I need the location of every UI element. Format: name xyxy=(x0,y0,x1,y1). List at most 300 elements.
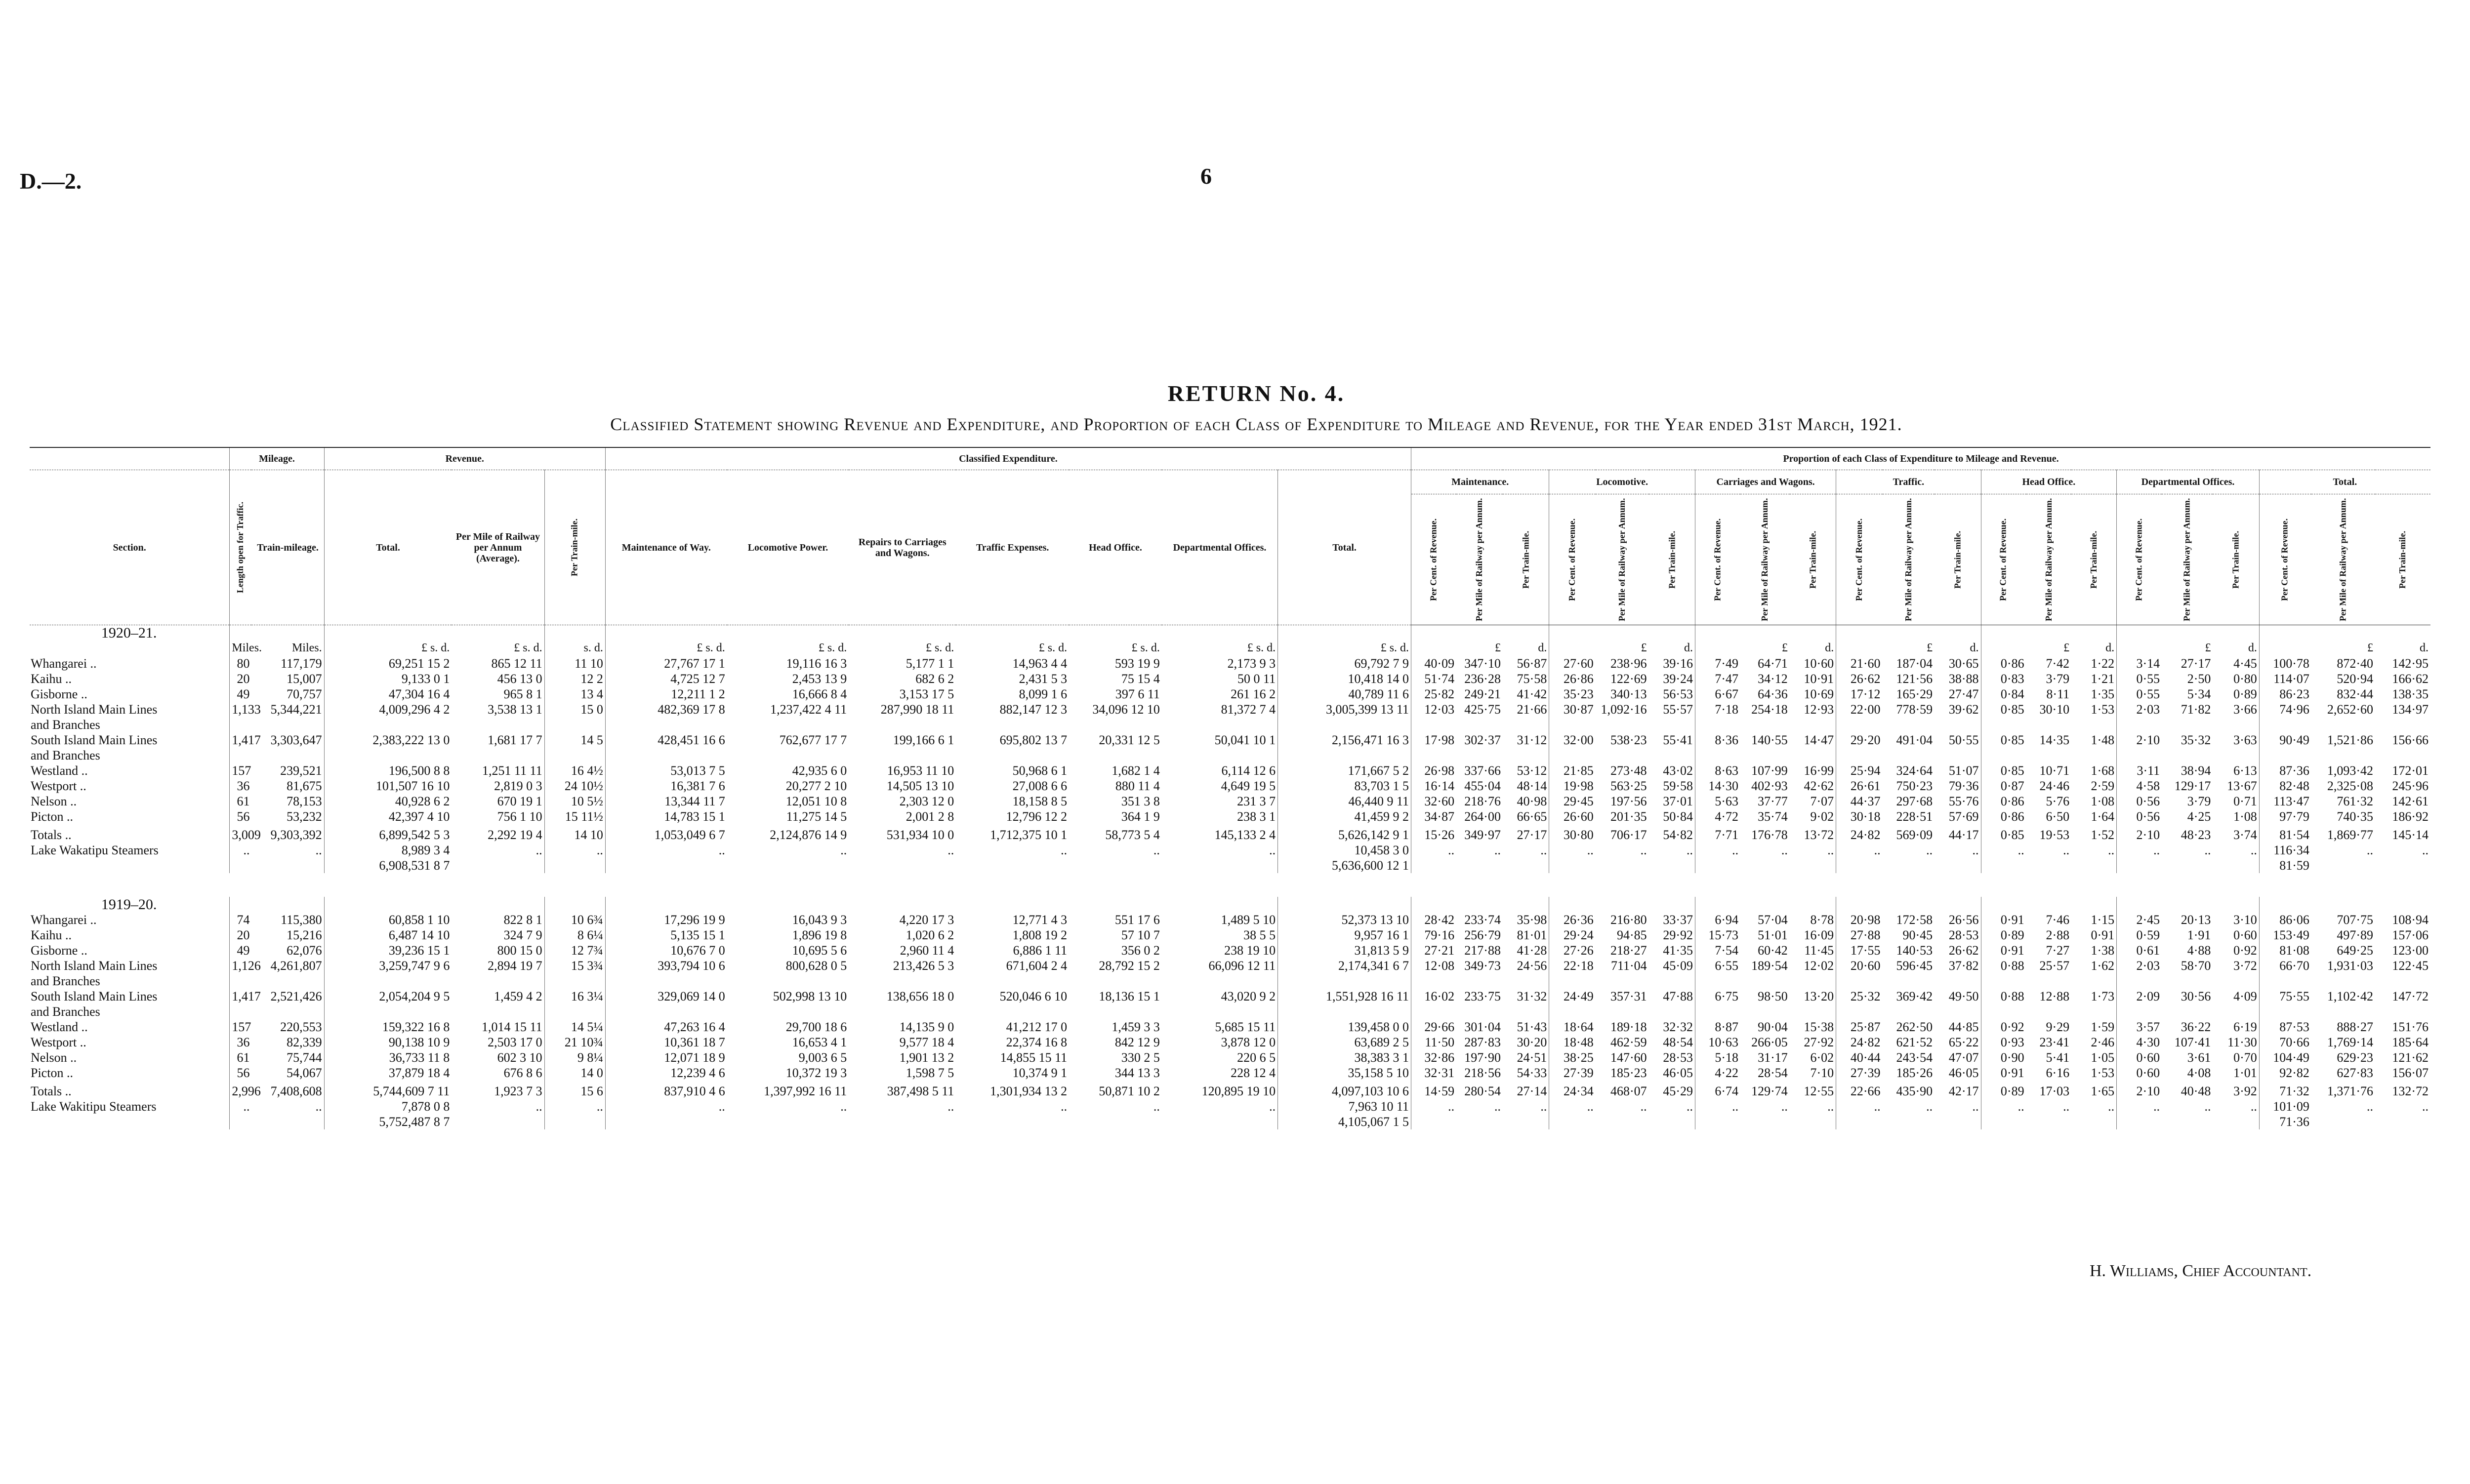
value-cell: 159,322 16 8 xyxy=(324,1019,452,1035)
value-cell: 28·53 xyxy=(1948,928,1979,942)
value-cell: .. xyxy=(1640,1099,1647,1114)
table-row xyxy=(30,927,2430,943)
value-cell: 9·02 xyxy=(1810,809,1834,824)
value-cell: 8·11 xyxy=(2046,687,2070,701)
value-cell: .. xyxy=(1972,1099,1979,1114)
value-cell: 40,789 11 6 xyxy=(1278,686,1411,702)
value-cell: 35,158 5 10 xyxy=(1278,1065,1411,1081)
value-cell: 1,459 4 2 xyxy=(494,989,542,1003)
value-cell: 51·74 xyxy=(1411,671,1457,686)
value-cell: .. xyxy=(1836,1099,1883,1114)
value-cell: 108·94 xyxy=(2392,913,2429,927)
value-cell: 13·20 xyxy=(1804,989,1834,1003)
value-cell: 264·00 xyxy=(1464,809,1501,824)
value-cell: 4·58 xyxy=(2117,778,2162,794)
value-cell xyxy=(1981,748,2026,763)
value-cell: .. xyxy=(2063,1099,2070,1114)
value-cell: .. xyxy=(1494,1099,1501,1114)
value-cell: .. xyxy=(230,1099,252,1114)
value-cell: 10,695 5 6 xyxy=(792,943,847,958)
col-departmental: Departmental Offices. xyxy=(1162,470,1278,625)
value-cell xyxy=(544,625,605,641)
value-cell xyxy=(1649,897,1695,912)
value-cell: 1,371·76 xyxy=(2327,1084,2373,1098)
value-cell: 52,373 13 10 xyxy=(1278,912,1411,927)
value-cell: .. xyxy=(1549,842,1596,858)
value-cell xyxy=(1883,625,1935,641)
value-cell: 7·71 xyxy=(1695,824,1741,842)
value-cell xyxy=(605,973,727,989)
value-cell xyxy=(1836,625,1883,641)
value-cell: 218·76 xyxy=(1464,794,1501,808)
value-cell: 16,381 7 6 xyxy=(605,778,727,794)
value-cell xyxy=(1649,625,1695,641)
unit-cell: £ xyxy=(2367,642,2373,654)
value-cell xyxy=(1162,625,1278,641)
value-cell: 15·26 xyxy=(1411,824,1457,842)
value-cell xyxy=(727,973,849,989)
table-row xyxy=(30,702,2430,717)
value-cell: 37·01 xyxy=(1663,794,1693,808)
value-cell: 12,051 10 8 xyxy=(785,794,847,808)
section-cell: Whangarei .. xyxy=(31,913,97,927)
spacer-row xyxy=(30,873,2430,897)
value-cell xyxy=(1649,858,1695,873)
value-cell: 837,910 4 6 xyxy=(605,1081,727,1099)
value-cell: 8,099 1 6 xyxy=(1019,687,1068,701)
value-cell: 872·40 xyxy=(2337,656,2373,671)
value-cell: 82,339 xyxy=(287,1035,322,1049)
value-cell: 6,487 14 10 xyxy=(324,927,452,943)
value-cell xyxy=(2071,897,2117,912)
value-cell: 1,102·42 xyxy=(2327,989,2373,1003)
value-cell: 0·61 xyxy=(2117,943,2162,958)
value-cell: 48·54 xyxy=(1663,1035,1693,1049)
value-cell: 324 7 9 xyxy=(503,928,542,942)
value-cell xyxy=(1883,748,1935,763)
value-cell xyxy=(727,897,849,912)
value-cell xyxy=(230,717,252,732)
value-cell: 1,598 7 5 xyxy=(906,1066,954,1080)
value-cell: .. xyxy=(1926,843,1933,857)
value-cell xyxy=(1740,1114,1790,1129)
value-cell xyxy=(849,717,956,732)
value-cell: 238 3 1 xyxy=(1237,809,1276,824)
value-cell: 55·41 xyxy=(1663,733,1693,747)
value-cell xyxy=(605,1004,727,1019)
value-cell: 70,757 xyxy=(287,687,322,701)
prop-group-total: Total. xyxy=(2259,470,2430,494)
value-cell: 0·91 xyxy=(1981,943,2026,958)
value-cell: 349·73 xyxy=(1464,959,1501,973)
value-cell: 97·79 xyxy=(2259,809,2311,824)
value-cell: 57 10 7 xyxy=(1121,928,1160,942)
value-cell: 8·78 xyxy=(1810,913,1834,927)
value-cell: 37·82 xyxy=(1948,959,1979,973)
value-cell: 1·52 xyxy=(2091,828,2115,842)
value-cell: 15 6 xyxy=(544,1081,605,1099)
value-cell: 393,794 10 6 xyxy=(605,958,727,973)
value-cell: 6,908,531 8 7 xyxy=(324,858,452,873)
value-cell: 58,773 5 4 xyxy=(1105,828,1160,842)
value-cell xyxy=(1596,858,1649,873)
value-cell: .. xyxy=(1540,1099,1547,1114)
table-row xyxy=(30,778,2430,794)
value-cell: 134·97 xyxy=(2392,702,2429,717)
value-cell: 132·72 xyxy=(2392,1084,2429,1098)
value-cell: 337·66 xyxy=(1464,763,1501,778)
value-cell: 17·03 xyxy=(2039,1084,2070,1098)
value-cell: 1,014 15 11 xyxy=(482,1020,542,1034)
unit-cell: d. xyxy=(1684,642,1693,654)
value-cell xyxy=(230,1114,252,1129)
value-cell: 23·41 xyxy=(2039,1035,2070,1049)
value-cell: 4·08 xyxy=(2187,1066,2211,1080)
value-cell xyxy=(2026,1004,2072,1019)
value-cell xyxy=(1278,625,1411,641)
value-cell: 176·78 xyxy=(1751,828,1788,842)
value-cell: 563·25 xyxy=(1610,779,1647,793)
value-cell: 1·53 xyxy=(2091,702,2115,717)
section-cell: Lake Wakitipu Steamers xyxy=(31,1099,157,1114)
value-cell: .. xyxy=(315,843,322,857)
group-blank xyxy=(30,447,230,470)
value-cell xyxy=(2375,858,2430,873)
value-cell: 55·76 xyxy=(1948,794,1979,808)
value-cell xyxy=(2071,717,2117,732)
value-cell: 101,507 16 10 xyxy=(324,778,452,794)
value-cell: .. xyxy=(230,842,252,858)
value-cell: 1,931·03 xyxy=(2327,959,2373,973)
value-cell: 47·88 xyxy=(1663,989,1693,1003)
value-cell xyxy=(956,858,1069,873)
value-cell: 40·44 xyxy=(1836,1050,1883,1065)
value-cell xyxy=(544,973,605,989)
value-cell: 629·23 xyxy=(2337,1050,2373,1065)
value-cell: 27,008 6 6 xyxy=(1012,779,1068,793)
value-cell xyxy=(2311,973,2375,989)
value-cell: 30·65 xyxy=(1948,656,1979,671)
value-cell: 2,996 xyxy=(230,1081,252,1099)
value-cell xyxy=(1278,897,1411,912)
prop-col-carriages-per-cent-revenue: Per Cent. of Revenue. xyxy=(1695,494,1741,625)
value-cell: 0·88 xyxy=(1981,989,2026,1004)
value-cell xyxy=(1935,625,1981,641)
group-classified-expenditure: Classified Expenditure. xyxy=(605,447,1411,470)
value-cell: 35·98 xyxy=(1517,913,1547,927)
unit-cell: d. xyxy=(2248,642,2257,654)
unit-cell: £ xyxy=(2063,642,2070,654)
value-cell xyxy=(2213,973,2259,989)
prop-col-maintenance-per-mile-railway: Per Mile of Railway per Annum. xyxy=(1456,494,1503,625)
value-cell: 82·48 xyxy=(2259,778,2311,794)
value-cell: 11 10 xyxy=(544,656,605,671)
value-cell: 5,626,142 9 1 xyxy=(1278,824,1411,842)
value-cell: 287,990 18 11 xyxy=(880,702,954,717)
year-row-1920 xyxy=(30,897,2430,912)
table-row xyxy=(30,1050,2430,1065)
value-cell xyxy=(1836,897,1883,912)
value-cell: .. xyxy=(1827,843,1834,857)
value-cell: 239,521 xyxy=(280,763,322,778)
value-cell: 147·60 xyxy=(1610,1050,1647,1065)
value-cell xyxy=(605,897,727,912)
value-cell: 0·89 xyxy=(2233,687,2257,701)
value-cell: 50 0 11 xyxy=(1237,672,1276,686)
section-cell: Kaihu .. xyxy=(31,672,72,686)
value-cell: 16,653 4 1 xyxy=(792,1035,847,1049)
value-cell: 51·01 xyxy=(1758,928,1788,942)
value-cell: 0·85 xyxy=(1981,732,2026,748)
value-cell xyxy=(1503,717,1549,732)
value-cell: 0·93 xyxy=(1981,1035,2026,1050)
value-cell: 1·53 xyxy=(2091,1066,2115,1080)
value-cell xyxy=(956,897,1069,912)
unit-cell: Miles. xyxy=(230,641,252,656)
col-repairs: Repairs to Carriages and Wagons. xyxy=(849,470,956,625)
value-cell: 4·72 xyxy=(1695,809,1741,824)
value-cell: 262·50 xyxy=(1896,1020,1933,1034)
prop-col-carriages-per-mile-railway: Per Mile of Railway per Annum. xyxy=(1740,494,1790,625)
value-cell xyxy=(251,1004,324,1019)
steamers-row-1921 xyxy=(30,842,2430,858)
value-cell: 228 12 4 xyxy=(1231,1066,1276,1080)
value-cell: 32·00 xyxy=(1549,732,1596,748)
value-cell xyxy=(1695,897,1741,912)
value-cell: 71·82 xyxy=(2181,702,2211,717)
value-cell: 6·75 xyxy=(1695,989,1741,1004)
value-cell: 64·71 xyxy=(1758,656,1788,671)
value-cell: 832·44 xyxy=(2337,687,2373,701)
value-cell: 428,451 16 6 xyxy=(605,732,727,748)
value-cell: 22·18 xyxy=(1549,958,1596,973)
value-cell: 2,054,204 9 5 xyxy=(324,989,452,1004)
unit-cell xyxy=(1981,641,2026,656)
value-cell xyxy=(1456,1004,1503,1019)
value-cell: .. xyxy=(1695,842,1741,858)
value-cell xyxy=(1836,717,1883,732)
value-cell: 357·31 xyxy=(1610,989,1647,1003)
prop-col-head-office-per-mile-railway: Per Mile of Railway per Annum. xyxy=(2026,494,2072,625)
value-cell: 22·00 xyxy=(1836,702,1883,717)
value-cell: 42,935 6 0 xyxy=(792,763,847,778)
value-cell: 39·16 xyxy=(1663,656,1693,671)
value-cell: 11·30 xyxy=(2227,1035,2257,1049)
value-cell xyxy=(1278,717,1411,732)
value-cell: 43·02 xyxy=(1663,763,1693,778)
value-cell: 24·46 xyxy=(2039,779,2070,793)
value-cell: 5,344,221 xyxy=(270,702,322,717)
col-maintenance: Maintenance of Way. xyxy=(605,470,727,625)
value-cell: 2,453 13 9 xyxy=(792,672,847,686)
value-cell xyxy=(1695,1114,1741,1129)
value-cell: 27·26 xyxy=(1549,943,1596,958)
section-cell: Picton .. xyxy=(31,1066,73,1080)
value-cell xyxy=(1549,1114,1596,1129)
value-cell: 14,505 13 10 xyxy=(886,779,954,793)
prop-col-locomotive-per-cent-revenue: Per Cent. of Revenue. xyxy=(1549,494,1596,625)
table-row xyxy=(30,748,2430,763)
value-cell xyxy=(251,973,324,989)
value-cell: 3,878 12 0 xyxy=(1221,1035,1276,1049)
value-cell: 2,156,471 16 3 xyxy=(1278,732,1411,748)
value-cell: 551 17 6 xyxy=(1114,913,1160,927)
value-cell: 2·03 xyxy=(2117,702,2162,717)
value-cell: 28·53 xyxy=(1663,1050,1693,1065)
value-cell xyxy=(1069,897,1162,912)
value-cell xyxy=(2117,1114,2162,1129)
value-cell: 15,007 xyxy=(287,672,322,686)
value-cell xyxy=(2026,897,2072,912)
value-cell xyxy=(605,748,727,763)
value-cell: 81,372 7 4 xyxy=(1221,702,1276,717)
value-cell: 69,792 7 9 xyxy=(1278,656,1411,671)
value-cell: 138,656 18 0 xyxy=(886,989,954,1003)
value-cell: 0·83 xyxy=(1981,671,2026,686)
value-cell: 79·36 xyxy=(1948,779,1979,793)
value-cell xyxy=(1935,897,1981,912)
value-cell: 90·45 xyxy=(1902,928,1933,942)
value-cell: 138·35 xyxy=(2392,687,2429,701)
value-cell xyxy=(230,625,252,641)
unit-cell: £ s. d. xyxy=(605,641,727,656)
value-cell: 4·30 xyxy=(2117,1035,2162,1050)
value-cell: 14,963 4 4 xyxy=(1012,656,1068,671)
value-cell: 0·56 xyxy=(2117,809,2162,824)
prop-group-carriages: Carriages and Wagons. xyxy=(1695,470,1836,494)
value-cell: 53,232 xyxy=(287,809,322,824)
value-cell: 107·41 xyxy=(2174,1035,2211,1049)
value-cell: 86·06 xyxy=(2259,912,2311,927)
value-cell: 213,426 5 3 xyxy=(893,959,954,973)
value-cell xyxy=(251,748,324,763)
value-cell xyxy=(605,858,727,873)
value-cell: 14 5 xyxy=(544,732,605,748)
value-cell: 1,923 7 3 xyxy=(494,1084,542,1098)
value-cell xyxy=(1069,973,1162,989)
value-cell: 26·98 xyxy=(1411,763,1457,778)
table-row xyxy=(30,717,2430,732)
value-cell xyxy=(605,717,727,732)
value-cell xyxy=(1695,858,1741,873)
value-cell: 42·17 xyxy=(1948,1084,1979,1098)
value-cell: 75·58 xyxy=(1517,672,1547,686)
value-cell: 189·54 xyxy=(1751,959,1788,973)
value-cell: 218·27 xyxy=(1610,943,1647,958)
value-cell: 351 3 8 xyxy=(1121,794,1160,808)
value-cell: 4·22 xyxy=(1695,1065,1741,1081)
value-cell xyxy=(2026,973,2072,989)
value-cell xyxy=(1411,717,1457,732)
value-cell: 14,783 15 1 xyxy=(605,809,727,824)
value-cell xyxy=(1740,1004,1790,1019)
value-cell xyxy=(1596,748,1649,763)
value-cell: 502,998 13 10 xyxy=(773,989,847,1003)
value-cell: 165·29 xyxy=(1896,687,1933,701)
value-cell: 41·42 xyxy=(1517,687,1547,701)
value-cell: 38·94 xyxy=(2181,763,2211,778)
value-cell: 1,397,992 16 11 xyxy=(764,1084,847,1098)
value-cell: 185·23 xyxy=(1610,1066,1647,1080)
value-cell: 9,303,392 xyxy=(270,828,322,842)
value-cell xyxy=(1162,1004,1278,1019)
value-cell xyxy=(230,1004,252,1019)
value-cell: 297·68 xyxy=(1896,794,1933,808)
value-cell xyxy=(1836,748,1883,763)
value-cell: 9·29 xyxy=(2046,1020,2070,1034)
value-cell: 1,251 11 11 xyxy=(482,763,542,778)
value-cell: 8·87 xyxy=(1695,1019,1741,1035)
value-cell: 166·62 xyxy=(2392,672,2429,686)
value-cell: 56·87 xyxy=(1517,656,1547,671)
value-cell: 4,261,807 xyxy=(270,959,322,973)
value-cell xyxy=(2311,717,2375,732)
value-cell: 2,303 12 0 xyxy=(899,794,954,808)
value-cell: 36·22 xyxy=(2181,1020,2211,1034)
value-cell: 2·10 xyxy=(2117,732,2162,748)
value-cell: 92·82 xyxy=(2259,1065,2311,1081)
value-cell: .. xyxy=(2063,843,2070,857)
unit-cell: £ s. d. xyxy=(514,642,542,654)
value-cell: 1·65 xyxy=(2091,1084,2115,1098)
value-cell: 1·68 xyxy=(2091,763,2115,778)
value-cell: 6·13 xyxy=(2233,763,2257,778)
grand-total-row-1921 xyxy=(30,858,2430,873)
unit-cell: £ xyxy=(2205,642,2211,654)
value-cell: 1,053,049 6 7 xyxy=(605,824,727,842)
value-cell: 1·59 xyxy=(2091,1020,2115,1034)
prop-group-locomotive: Locomotive. xyxy=(1549,470,1695,494)
value-cell: 233·75 xyxy=(1464,989,1501,1003)
value-cell xyxy=(324,748,452,763)
value-cell xyxy=(324,717,452,732)
value-cell: 220,553 xyxy=(280,1020,322,1034)
value-cell: 30·20 xyxy=(1517,1035,1547,1049)
value-cell: 7·18 xyxy=(1695,702,1741,717)
unit-cell: £ xyxy=(1641,642,1647,654)
value-cell: 344 13 3 xyxy=(1114,1066,1160,1080)
value-cell: 538·23 xyxy=(1610,733,1647,747)
value-cell: 1,869·77 xyxy=(2327,828,2373,842)
value-cell: 14·47 xyxy=(1804,733,1834,747)
unit-cell: d. xyxy=(2105,642,2115,654)
value-cell: 39·62 xyxy=(1948,702,1979,717)
value-cell: 14·35 xyxy=(2039,733,2070,747)
prop-group-departmental: Departmental Offices. xyxy=(2117,470,2260,494)
value-cell: 888·27 xyxy=(2337,1020,2373,1034)
value-cell: 7,963 10 11 xyxy=(1278,1099,1411,1114)
value-cell xyxy=(2071,973,2117,989)
value-cell xyxy=(2162,973,2213,989)
value-cell: 1,681 17 7 xyxy=(488,733,542,747)
value-cell xyxy=(1456,858,1503,873)
value-cell xyxy=(251,625,324,641)
value-cell: 4·88 xyxy=(2187,943,2211,958)
group-revenue: Revenue. xyxy=(324,447,605,470)
value-cell: 670 19 1 xyxy=(497,794,542,808)
value-cell: .. xyxy=(1836,842,1883,858)
value-cell: 301·04 xyxy=(1464,1020,1501,1034)
value-cell xyxy=(2213,1004,2259,1019)
value-cell: 842 12 9 xyxy=(1114,1035,1160,1049)
value-cell: 19·98 xyxy=(1549,778,1596,794)
value-cell: 41,459 9 2 xyxy=(1278,809,1411,824)
group-mileage: Mileage. xyxy=(230,447,324,470)
value-cell: 122·69 xyxy=(1610,672,1647,686)
value-cell xyxy=(1549,1004,1596,1019)
value-cell xyxy=(1456,973,1503,989)
value-cell: 12·08 xyxy=(1411,958,1457,973)
